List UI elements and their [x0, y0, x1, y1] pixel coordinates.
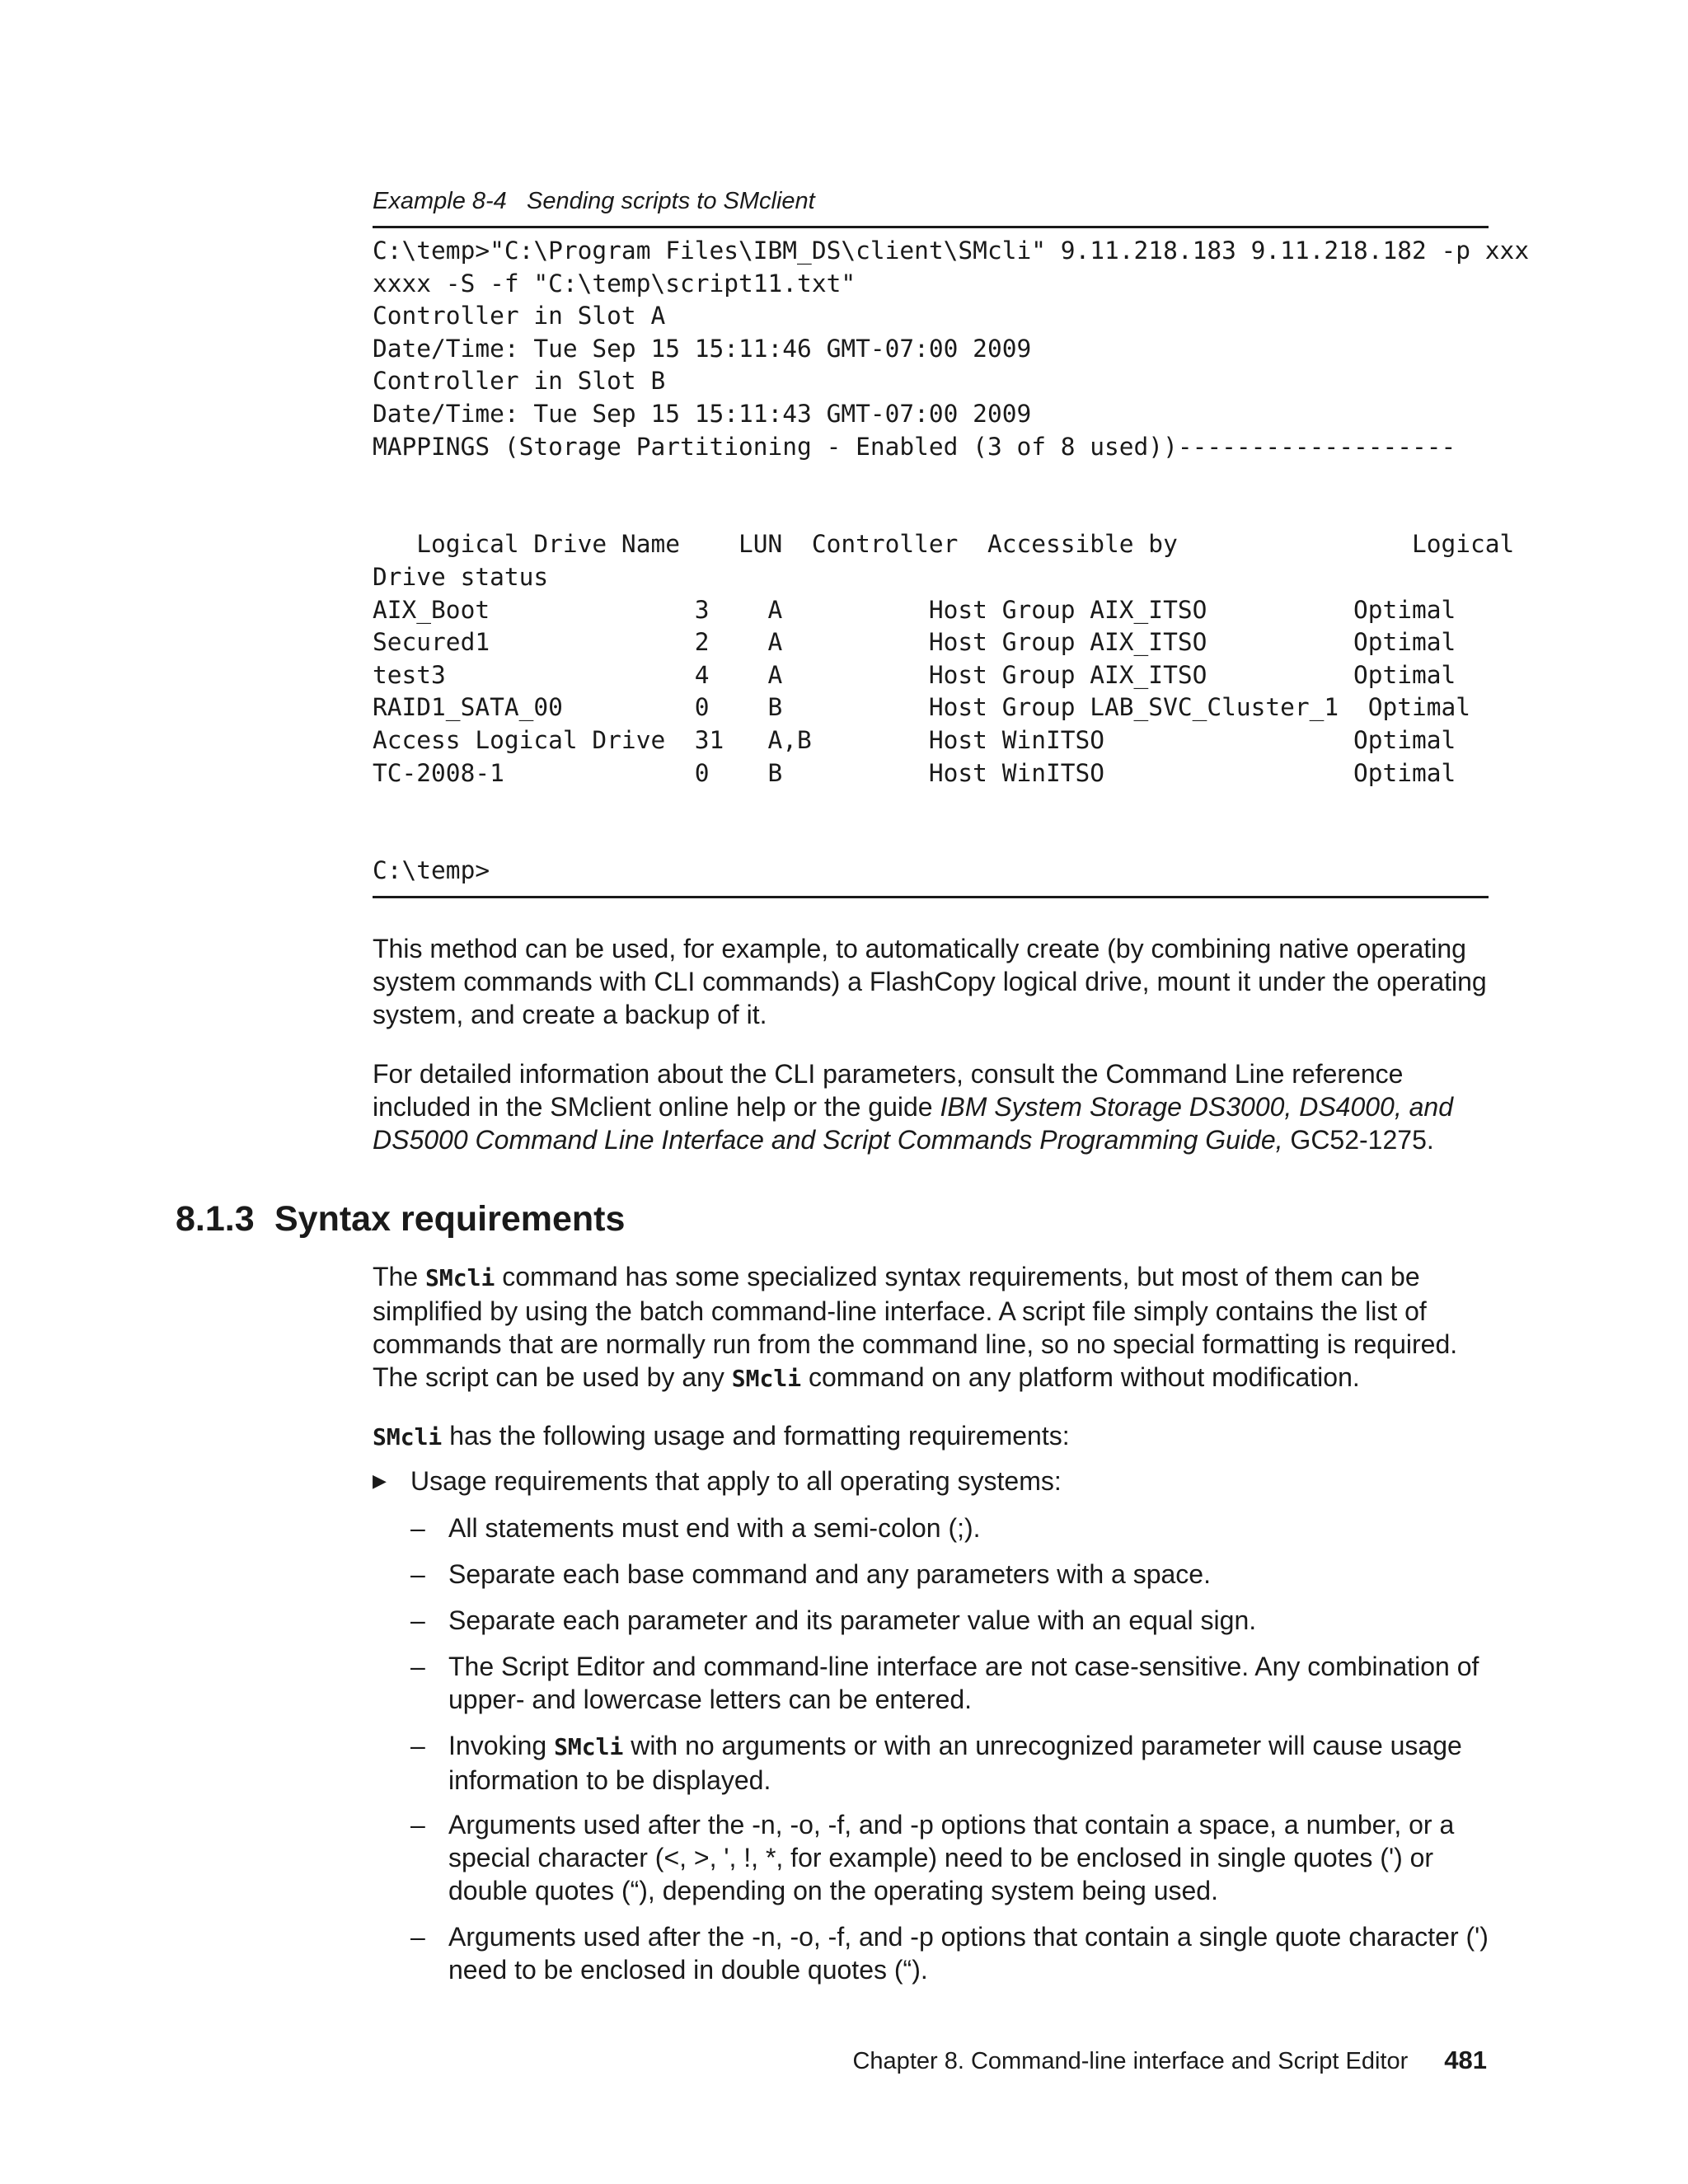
code-line [373, 463, 1529, 496]
dash-item-text: Arguments used after the -n, -o, -f, and -p options that contain a space, a number, or a special character (<, >, ', !, *, for example) need to be enclosed in single quotes (') or double quotes (“), depending on the operating system being used. [448, 1810, 1455, 1905]
page-number: 481 [1444, 2046, 1487, 2074]
book-title: IBM System Storage DS3000, DS4000, and DS5000 Command Line Interface and Script Commands Programming Guide, [373, 1092, 1454, 1155]
dash-item-text [448, 1729, 1490, 1797]
paragraph-text: GC52-1275. [1282, 1125, 1434, 1155]
code-line: Secured1 2 A Host Group AIX_ITSO Optimal [373, 628, 1456, 657]
code-line: RAID1_SATA_00 0 B Host Group LAB_SVC_Cluster_1 Optimal [373, 693, 1471, 722]
triangle-bullet-icon: ▶ [373, 1470, 387, 1491]
dash-item [410, 1920, 1490, 1986]
code-line [373, 790, 1529, 823]
command-name: SMcli [554, 1733, 624, 1760]
dash-item-text: The Script Editor and command-line interface are not case-sensitive. Any combination of upper- and lowercase letters can be entered. [448, 1652, 1479, 1714]
dash-marker: – [410, 1513, 425, 1543]
code-line [373, 823, 1529, 855]
paragraph-flashcopy-method: This method can be used, for example, to automatically create (by combining native operating system commands with CLI commands) a FlashCopy logical drive, mount it under the operating system, and create a backup of it. [373, 934, 1487, 1029]
dash-item [410, 1604, 1490, 1637]
dash-item-text: Separate each base command and any parameters with a space. [448, 1559, 1211, 1589]
code-listing [373, 235, 1529, 888]
example-top-rule [373, 226, 1489, 228]
dash-item [410, 1650, 1490, 1716]
command-name: SMcli [425, 1264, 495, 1291]
code-line: MAPPINGS (Storage Partitioning - Enabled (3 of 8 used))------------------- [373, 432, 1456, 461]
paragraph-text: For detailed information about the CLI parameters, consult the Command Line reference included in the SMclient online help or the guide [373, 1059, 1404, 1122]
paragraph-text: command has some specialized syntax requirements, but most of them can be simplified by using the batch command-line interface. A script file simply contains the list of commands that are normally run from the command line, so no special formatting is required. The script can be used by any [373, 1262, 1458, 1392]
bullet-text: Usage requirements that apply to all operating systems: [410, 1466, 1062, 1496]
paragraph-syntax-intro [373, 1260, 1493, 1395]
code-line: C:\temp>"C:\Program Files\IBM_DS\client\SMcli" 9.11.218.183 9.11.218.182 -p xxx [373, 237, 1530, 265]
paragraph-cli-reference [373, 1057, 1493, 1156]
code-line: C:\temp> [373, 856, 490, 885]
paragraph-text: has the following usage and formatting requirements: [442, 1421, 1070, 1451]
code-line: Date/Time: Tue Sep 15 15:11:46 GMT-07:00 2009 [373, 334, 1032, 363]
dash-item-text: All statements must end with a semi-colon (;). [448, 1513, 981, 1543]
footer-chapter-title: Chapter 8. Command-line interface and Script Editor [852, 2048, 1409, 2074]
page-footer [852, 2046, 1487, 2075]
code-line: AIX_Boot 3 A Host Group AIX_ITSO Optimal [373, 595, 1456, 624]
dash-marker: – [410, 1652, 425, 1681]
dash-marker: – [410, 1559, 425, 1589]
code-line: Controller in Slot A [373, 302, 666, 330]
section-title: Syntax requirements [274, 1199, 626, 1239]
dash-item-text: Arguments used after the -n, -o, -f, and -p options that contain a single quote character (') need to be enclosed in double quotes (“). [448, 1922, 1489, 1985]
dash-item [410, 1558, 1490, 1591]
dash-item [410, 1808, 1490, 1907]
paragraph-text: command on any platform without modification. [801, 1362, 1360, 1392]
example-caption: Example 8-4 Sending scripts to SMclient [373, 188, 815, 214]
code-line: Access Logical Drive 31 A,B Host WinITSO Optimal [373, 725, 1456, 754]
dash-item-text-part: Invoking [448, 1731, 555, 1760]
code-line: Drive status [373, 562, 549, 591]
section-heading [176, 1199, 625, 1240]
code-line [373, 496, 1529, 529]
dash-item [410, 1729, 1490, 1797]
section-number: 8.1.3 [176, 1199, 255, 1239]
dash-item-text-part: with no arguments or with an unrecognized parameter will cause usage information to be displayed. [448, 1731, 1462, 1795]
code-line: TC-2008-1 0 B Host WinITSO Optimal [373, 758, 1456, 787]
dash-item [410, 1511, 1490, 1544]
paragraph-text: The [373, 1262, 426, 1291]
code-line: xxxx -S -f "C:\temp\script11.txt" [373, 269, 856, 298]
command-name: SMcli [373, 1423, 443, 1451]
dash-marker: – [410, 1731, 425, 1760]
code-line: Date/Time: Tue Sep 15 15:11:43 GMT-07:00 2009 [373, 399, 1032, 428]
paragraph-requirements-intro [373, 1419, 1493, 1454]
code-line: test3 4 A Host Group AIX_ITSO Optimal [373, 660, 1456, 689]
dash-marker: – [410, 1605, 425, 1635]
dash-marker: – [410, 1922, 425, 1952]
code-line: Controller in Slot B [373, 367, 666, 396]
example-bottom-rule [373, 896, 1489, 898]
dash-marker: – [410, 1810, 425, 1840]
dash-item-text: Separate each parameter and its parameter value with an equal sign. [448, 1605, 1257, 1635]
command-name: SMcli [731, 1365, 802, 1392]
code-line: Logical Drive Name LUN Controller Accessible by Logical [373, 530, 1515, 559]
